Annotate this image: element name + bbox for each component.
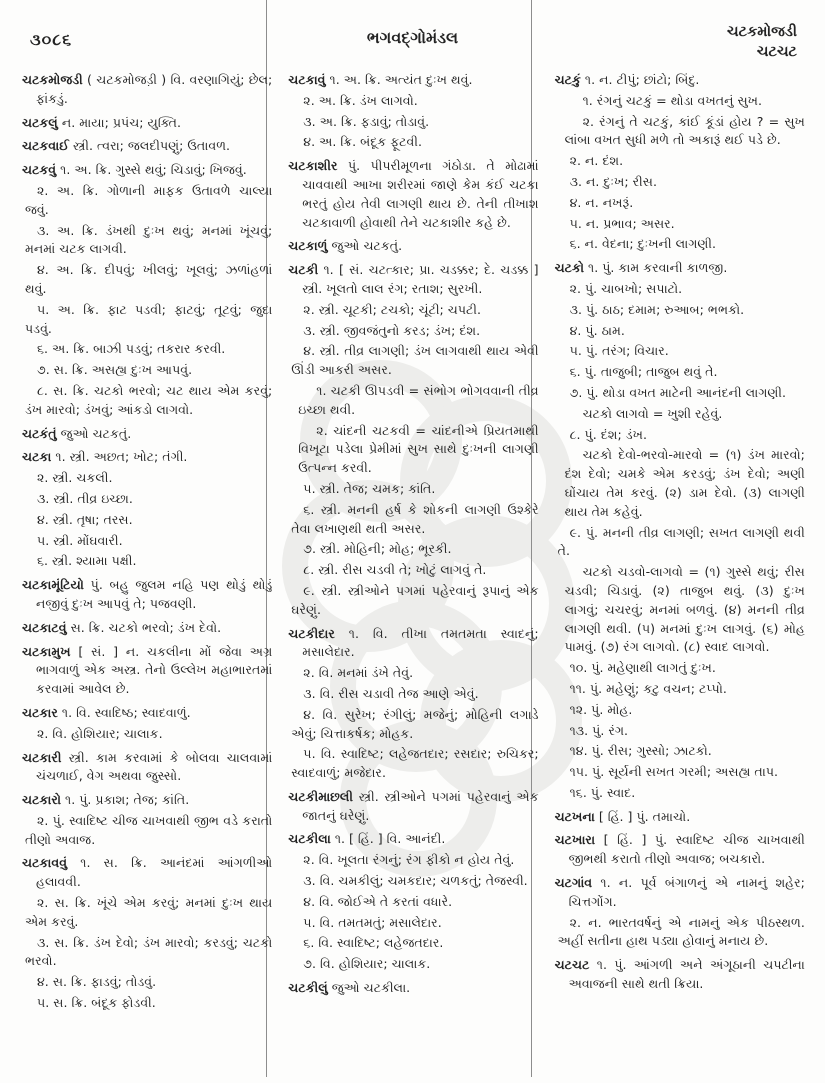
- entry-headword: ચટકીદાર: [288, 625, 335, 641]
- dictionary-entry: [22, 643, 272, 699]
- dictionary-entry: [555, 259, 805, 278]
- dictionary-entry: [555, 831, 805, 869]
- entry-body: જુઓ ચટકતું.: [56, 425, 132, 441]
- idiom-line: ૧. રંગનું ચટકું = થોડા વખતનું સુખ.: [582, 92, 763, 108]
- entry-body: ( ચટકમોજડ઼ી ) વિ. વરણાગિયું; છેલ; ફાંકડું.: [36, 72, 273, 106]
- entry-body: [ હિં. ] પું. તમાચો.: [594, 808, 691, 824]
- dictionary-title: ભગવદ્ગોમંડલ: [366, 28, 459, 47]
- entry-body: સ્ત્રી. ત્વરા; જલદીપણું; ઉતાવળ.: [68, 138, 231, 154]
- sense-line: ૩. અ. ક્રિ. ફડાવું; તોડાવું.: [303, 113, 430, 129]
- sense-line: ૧૧. પું. મહેણું; કટુ વચન; ટપ્પો.: [569, 680, 727, 696]
- dictionary-entry: [555, 71, 805, 90]
- entry-body: ૧. પું. કામ કરવાની કાળજી.: [584, 260, 728, 276]
- sense-line: ૧૪. પું. રીસ; ગુસ્સો; ઝાટકો.: [569, 743, 712, 759]
- entry-body: સ. ક્રિ. ચટકો ભરવો; ડંખ દેવો.: [66, 619, 222, 635]
- entry-headword: ચટકું: [554, 72, 581, 87]
- sense-line: ૫. વિ. સ્વાદિષ્ટ; લહેજતદાર; રસદાર; રુચિકર; સ્વાદવાળું; મજેદાર.: [291, 746, 539, 781]
- sense-line: ૧૬. પું. સ્વાદ.: [569, 784, 636, 800]
- sense-line: ૯. પું. મનની તીવ્ર લાગણી; સખત લાગણી થવી તે.: [557, 524, 805, 559]
- sense-line: ૬. અ. ક્રિ. બાઝી પડવું; તકરાર કરવી.: [37, 341, 226, 357]
- entry-body: ૧. સ્ત્રી. અછત; ખોટ; તંગી.: [51, 449, 188, 465]
- entry-headword: ચટકીલું: [288, 980, 328, 996]
- entry-body: પું. પીપરીમૂળના ગંઠોડા. તે મોઢામાં ચાવવાથી આખા શરીરમાં જાણે કેમ કંઈ ચટકા ભરતું હોય તેવી લાગણી થાય છે. તેની તીખાશ ચટકાવાળી હોવાથી તેને ચટકાશીર કહે છે.: [302, 158, 539, 230]
- dictionary-entry: [22, 854, 272, 892]
- entry-body: જુઓ ચટકતું.: [327, 238, 403, 254]
- sense-line: ૬. સ્ત્રી. શ્યામા પક્ષી.: [37, 553, 137, 569]
- sense-line: ૧૫. પું. સૂર્યની સખત ગરમી; અસહ્ય તાપ.: [569, 764, 779, 780]
- sense-line: ૩. સ્ત્રી. તીવ્ર ઇચ્છા.: [37, 490, 133, 506]
- entry-body: [ સં. ] ન. ચકલીના મોં જેવા અગ્ર ભાગવાળું એક અસ્ત્ર. તેનો ઉલ્લેખ મહાભારતમાં કરવામાં આવેલ છે.: [36, 643, 273, 697]
- idiom-line: ૨. ચાંદની ચટકવી = ચાંદનીએ પ્રિયતમાથી વિખૂટા પડેલા પ્રેમીમાં સુખ સાથે દુઃખની લાગણી ઉત્પન્ન કરવી.: [298, 422, 539, 476]
- entry-headword: ચટકા: [22, 449, 52, 465]
- dictionary-entry: [22, 704, 272, 723]
- sense-line: ૨. સ્ત્રી. ચકલી.: [37, 470, 113, 486]
- sense-line: ૨. વિ. મનમાં ડંખે તેવું.: [303, 665, 414, 681]
- dictionary-entry: [555, 874, 805, 912]
- sense-line: ૩. અ. ક્રિ. ડંખથી દુઃખ થવું; મનમાં ખૂંચવું; મનમાં ચટક લાગવી.: [25, 222, 273, 257]
- entry-headword: ચટકામૂંટિયો: [22, 577, 84, 593]
- entry-headword: ચટકાર: [22, 704, 58, 720]
- guide-word-last: ચટચટ: [756, 44, 797, 60]
- sense-line: ૬. પું. તાજુબી; તાજુબ થવું તે.: [569, 364, 718, 380]
- entry-headword: ચટકાટવું: [22, 619, 67, 635]
- entry-body: ૧. વિ. સ્વાદિષ્ઠ; સ્વાદવાળું.: [57, 704, 191, 720]
- sense-line: ૯. સ્ત્રી. સ્ત્રીઓને પગમાં પહેરવાનું રૂપાનું એક ઘરેણું.: [291, 582, 539, 617]
- entry-headword: ચટકામુખ: [22, 643, 71, 659]
- dictionary-entry: [22, 791, 272, 810]
- sense-line: ૭. વિ. હોશિયાર; ચાલાક.: [303, 956, 431, 972]
- entry-headword: ચટકી: [288, 262, 319, 278]
- entry-headword: ચટકવું: [22, 162, 57, 178]
- dictionary-entry: [22, 619, 272, 638]
- sense-line: ૮. સ. ક્રિ. ચટકો ભરવો; ચટ થાય એમ કરવું; ડંખ મારવો; ડંખવું; આંકડો લાગવો.: [25, 382, 273, 417]
- sense-line: ૩. વિ. ચમકીલું; ચમકદાર; ચળકતું; તેજસ્વી.: [303, 873, 528, 889]
- sense-line: ૨. સ. ક્રિ. ખૂંચે એમ કરવું; મનમાં દુઃખ થાય એમ કરવું.: [25, 895, 273, 929]
- sense-line: ૩. સ્ત્રી. જીવજંતુનો કરડ; ડંખ; દંશ.: [303, 322, 481, 338]
- dictionary-entry: [555, 808, 805, 827]
- column-3: [549, 66, 815, 1077]
- entry-headword: ચટચટ: [554, 957, 590, 973]
- sense-line: ૫. સ્ત્રી. તેજ; ચમક; કાંતિ.: [303, 480, 436, 496]
- sense-line: ૫. પું. તરંગ; વિચાર.: [569, 343, 669, 359]
- sense-line: ૫. અ. ક્રિ. ફાટ પડવી; ફાટવું; તૂટવું; જુદા પડવું.: [25, 301, 273, 336]
- sense-line: ૨. અ. ક્રિ. ગોળાની માફક ઉતાવળે ચાલ્યા જવું.: [25, 182, 273, 217]
- idiom-line: ચટકો લાગવો = ખુશી રહેવું.: [582, 405, 723, 421]
- sense-line: ૩. પું. ઠાઠ; દમામ; રુઆબ; ભભકો.: [569, 301, 745, 317]
- sense-line: ૨. ન. ભારતવર્ષનું એ નામનું એક પીઠસ્થળ. અહીં સતીના હાથ પડ્યા હોવાનું મનાય છે.: [557, 914, 805, 949]
- sense-line: ૨. વિ. હોશિયાર; ચાલાક.: [37, 725, 163, 741]
- dictionary-entry: [288, 71, 538, 90]
- sense-line: ૪. પું. ઠામ.: [569, 322, 625, 338]
- sense-line: ૨. અ. ક્રિ. ડંખ લાગવો.: [303, 92, 418, 108]
- column-1: [16, 66, 282, 1077]
- sense-line: ૪. વિ. જોઈએ તે કરતાં વધારે.: [303, 893, 453, 909]
- dictionary-entry: [22, 448, 272, 467]
- idiom-line: ૨. રંગનું તે ચટકું, કાંઈ કૂંડાં હોય ? = સુખ લાંબા વખત સુધી મળે તો અકારૂં થઈ પડે છે.: [564, 113, 805, 148]
- sense-line: ૬. ન. વેદના; દુઃખની લાગણી.: [569, 236, 717, 252]
- entry-headword: ચટકીમાછલી: [288, 788, 354, 804]
- dictionary-entry: [288, 625, 538, 663]
- sense-line: ૧૦. પું. મહેણાથી લાગતું દુઃખ.: [569, 660, 716, 676]
- entry-headword: ચટખના: [554, 808, 595, 824]
- dictionary-entry: [22, 161, 272, 180]
- entry-body: ૧. પું. પ્રકાશ; તેજ; કાંતિ.: [61, 792, 190, 808]
- entry-body: ૧. [ હિં. ] વિ. આનંદી.: [330, 831, 446, 847]
- page-number: ૩૦૮૬: [30, 30, 73, 49]
- idiom-line: ૧. ચટકી ઊપડવી = સંભોગ ભોગવવાની તીવ્ર ઇચ્છા થવી.: [298, 382, 539, 417]
- guide-word-first: ચટકમોજડી: [727, 24, 797, 40]
- sense-line: ૫. સ. ક્રિ. બંદૂક ફોડવી.: [37, 995, 156, 1011]
- sense-line: ૩. ન. દુઃખ; રીસ.: [569, 173, 657, 189]
- dictionary-entry: [288, 237, 538, 256]
- entry-body: ૧. [ સં. ચટત્કાર; પ્રા. ચડક્કર; દે. ચડક્ક ] સ્ત્રી. ખૂલતો લાલ રંગ; રતાશ; સુરખી.: [302, 262, 539, 296]
- entry-headword: ચટખારા: [554, 832, 596, 848]
- idiom-line: ચટકો ચડવો-લાગવો = (૧) ગુસ્સે થવું; રીસ ચડવી; ચિડાવું. (૨) તાજુબ થવું. (૩) દુઃખ લાગવું; ચચરવું; મનમાં બળવું. (૪) મનની તીવ્ર લાગણી થવી. (૫) મનમાં દુઃખ લાગવું. (૬) મોહ પામવું. (૭) રંગ લાગવો. (૮) સ્વાદ લાગવો.: [564, 564, 805, 655]
- sense-line: ૫. ન. પ્રભાવ; અસર.: [569, 215, 675, 231]
- columns-container: [16, 66, 815, 1077]
- dictionary-entry: [288, 979, 538, 998]
- sense-line: ૪. સ્ત્રી. તીવ્ર લાગણી; ડંખ લાગવાથી થાય એવી ઊંડી આકરી અસર.: [291, 343, 539, 378]
- sense-line: ૪. સ્ત્રી. તૃષા; તરસ.: [37, 511, 133, 527]
- sense-line: ૨. પું. સ્વાદિષ્ટ ચીજ ચાખવાથી જીભ વડે કરાતો તીણો અવાજ.: [25, 812, 273, 847]
- sense-line: ૭. સ. ક્રિ. અસહ્ય દુઃખ આપવું.: [37, 362, 193, 378]
- sense-line: ૨. વિ. ખૂલતા રંગનું; રંગ ફીકો ન હોય તેવું.: [303, 852, 515, 868]
- dictionary-entry: [22, 137, 272, 156]
- dictionary-entry: [288, 261, 538, 299]
- dictionary-entry: [22, 749, 272, 787]
- entry-body: ૧. સ. ક્રિ. આનંદમાં આંગળીઓ હલાવવી.: [36, 855, 273, 890]
- entry-body: ૧. અ. ક્રિ. ગુસ્સે થવું; ચિડાવું; ખિજવું.: [56, 162, 247, 178]
- sense-line: ૧૩. પું. રંગ.: [569, 722, 629, 738]
- entry-body: ન. માયા; પ્રપંચ; યુક્તિ.: [57, 114, 181, 130]
- sense-line: ૭. પું. થોડા વખત માટેની આનંદની લાગણી.: [569, 384, 787, 400]
- entry-body: ૧. અ. ક્રિ. અત્યંત દુઃખ થવું.: [325, 72, 473, 87]
- entry-body: ૧. વિ. તીખા તમતમતા સ્વાદનું; મસાલેદાર.: [302, 625, 539, 660]
- entry-body: પું. બહુ જુલમ નહિ પણ થોડું થોડું નજીવું દુઃખ આપવું તે; પજવણી.: [36, 577, 273, 611]
- sense-line: ૨. ન. દંશ.: [569, 153, 624, 169]
- column-2: [282, 66, 548, 1077]
- entry-headword: ચટકલું: [22, 114, 58, 130]
- sense-line: ૨. પું. ચાબખો; સપાટો.: [569, 280, 683, 296]
- sense-line: ૮. પું. દંશ; ડંખ.: [569, 426, 647, 442]
- sense-line: ૩. સ. ક્રિ. ડંખ દેવો; ડંખ મારવો; કરડવું; ચટકો ભરવો.: [25, 934, 273, 969]
- sense-line: ૬. વિ. સ્વાદિષ્ટ; લહેજતદાર.: [303, 935, 444, 951]
- sense-line: ૨. સ્ત્રી. ચૂટકી; ટચકો; ચૂંટી; ચપટી.: [303, 301, 481, 317]
- entry-body: જુઓ ચટકીલા.: [327, 980, 411, 996]
- page-header: [0, 22, 825, 70]
- entry-headword: ચટકંતું: [22, 425, 57, 441]
- entry-headword: ચટકાવું: [288, 72, 326, 87]
- sense-line: ૪. વિ. સુરેખ; રંગીલું; મજેનું; મોહિની લગાડે એવું; ચિત્તાકર્ષક; મોહક.: [291, 706, 539, 741]
- sense-line: ૫. સ્ત્રી. મોંઘવારી.: [37, 532, 123, 548]
- entry-body: સ્ત્રી. કામ કરવામાં કે બોલવા ચાલવામાં ચંચળાઈ, વેગ અથવા જુસ્સો.: [36, 749, 273, 784]
- entry-headword: ચટકમોજડી: [22, 72, 83, 87]
- sense-line: ૪. સ. ક્રિ. ફાડવું; તોડવું.: [37, 974, 157, 990]
- sense-line: ૧૨. પું. મોહ.: [569, 701, 633, 717]
- entry-headword: ચટકાવવું: [22, 855, 68, 871]
- entry-headword: ચટકીલા: [288, 831, 331, 847]
- dictionary-entry: [22, 114, 272, 133]
- dictionary-entry: [22, 576, 272, 614]
- entry-body: સ્ત્રી. સ્ત્રીઓને પગમાં પહેરવાનું એક જાતનું ઘરેણું.: [302, 788, 539, 823]
- entry-headword: ચટકાશીર: [288, 158, 338, 174]
- entry-headword: ચટકારી: [22, 749, 62, 765]
- entry-body: ૧. ન. ટીપું; છાંટો; બિંદુ.: [580, 72, 700, 87]
- entry-headword: ચટકારો: [22, 792, 62, 808]
- entry-body: [ હિં. ] પું. સ્વાદિષ્ટ ચીજ ચાખવાથી જીભથી કરાતો તીણો અવાજ; બચકારો.: [568, 832, 805, 867]
- dictionary-entry: [288, 788, 538, 826]
- sense-line: ૪. અ. ક્રિ. બંદૂક ફૂટવી.: [303, 134, 422, 150]
- sense-line: ૭. સ્ત્રી. મોહિની; મોહ; ભૂરકી.: [303, 541, 452, 557]
- sense-line: ૩. વિ. રીસ ચડાવી તેજ આણે એવું.: [303, 685, 479, 701]
- dictionary-entry: [288, 830, 538, 849]
- entry-headword: ચટકવાઈ: [22, 138, 69, 154]
- entry-headword: ચટગાંવ: [554, 875, 593, 891]
- dictionary-entry: [555, 956, 805, 994]
- guide-words: [727, 22, 797, 62]
- sense-line: ૬. સ્ત્રી. મનની હર્ષ કે શોકની લાગણી ઉશ્કેરે તેવા લખાણથી થતી અસર.: [291, 501, 539, 536]
- idiom-line: ચટકો દેવો-ભરવો-મારવો = (૧) ડંખ મારવો; દંશ દેવો; ચમકે એમ કરડવું; ડંખ દેવો; અણી ઘોંચાય તેમ કરવું. (૨) ડામ દેવો. (૩) લાગણી થાય તેમ કહેવું.: [564, 447, 805, 519]
- dictionary-entry: [288, 157, 538, 232]
- dictionary-entry: [22, 71, 272, 109]
- sense-line: ૮. સ્ત્રી. રીસ ચડવી તે; ખોટું લાગવું તે.: [303, 562, 487, 578]
- entry-body: ૧. ન. પૂર્વ બંગાળનું એ નામનું શહેર; ચિત્તગોંગ.: [568, 875, 805, 909]
- entry-headword: ચટકાળું: [288, 238, 328, 254]
- sense-line: ૪. અ. ક્રિ. દીપવું; ખીલવું; ખૂલવું; ઝળાંહળાં થવું.: [25, 262, 273, 296]
- dictionary-entry: [22, 425, 272, 444]
- sense-line: ૪. ન. નખરૂં.: [569, 194, 634, 210]
- entry-headword: ચટકો: [554, 260, 585, 276]
- sense-line: ૫. વિ. તમતમતું; મસાલેદાર.: [303, 914, 442, 930]
- entry-body: ૧. પું. આંગળી અને અંગૂઠાની ચપટીના અવાજની સાથે થતી ક્રિયા.: [568, 957, 805, 992]
